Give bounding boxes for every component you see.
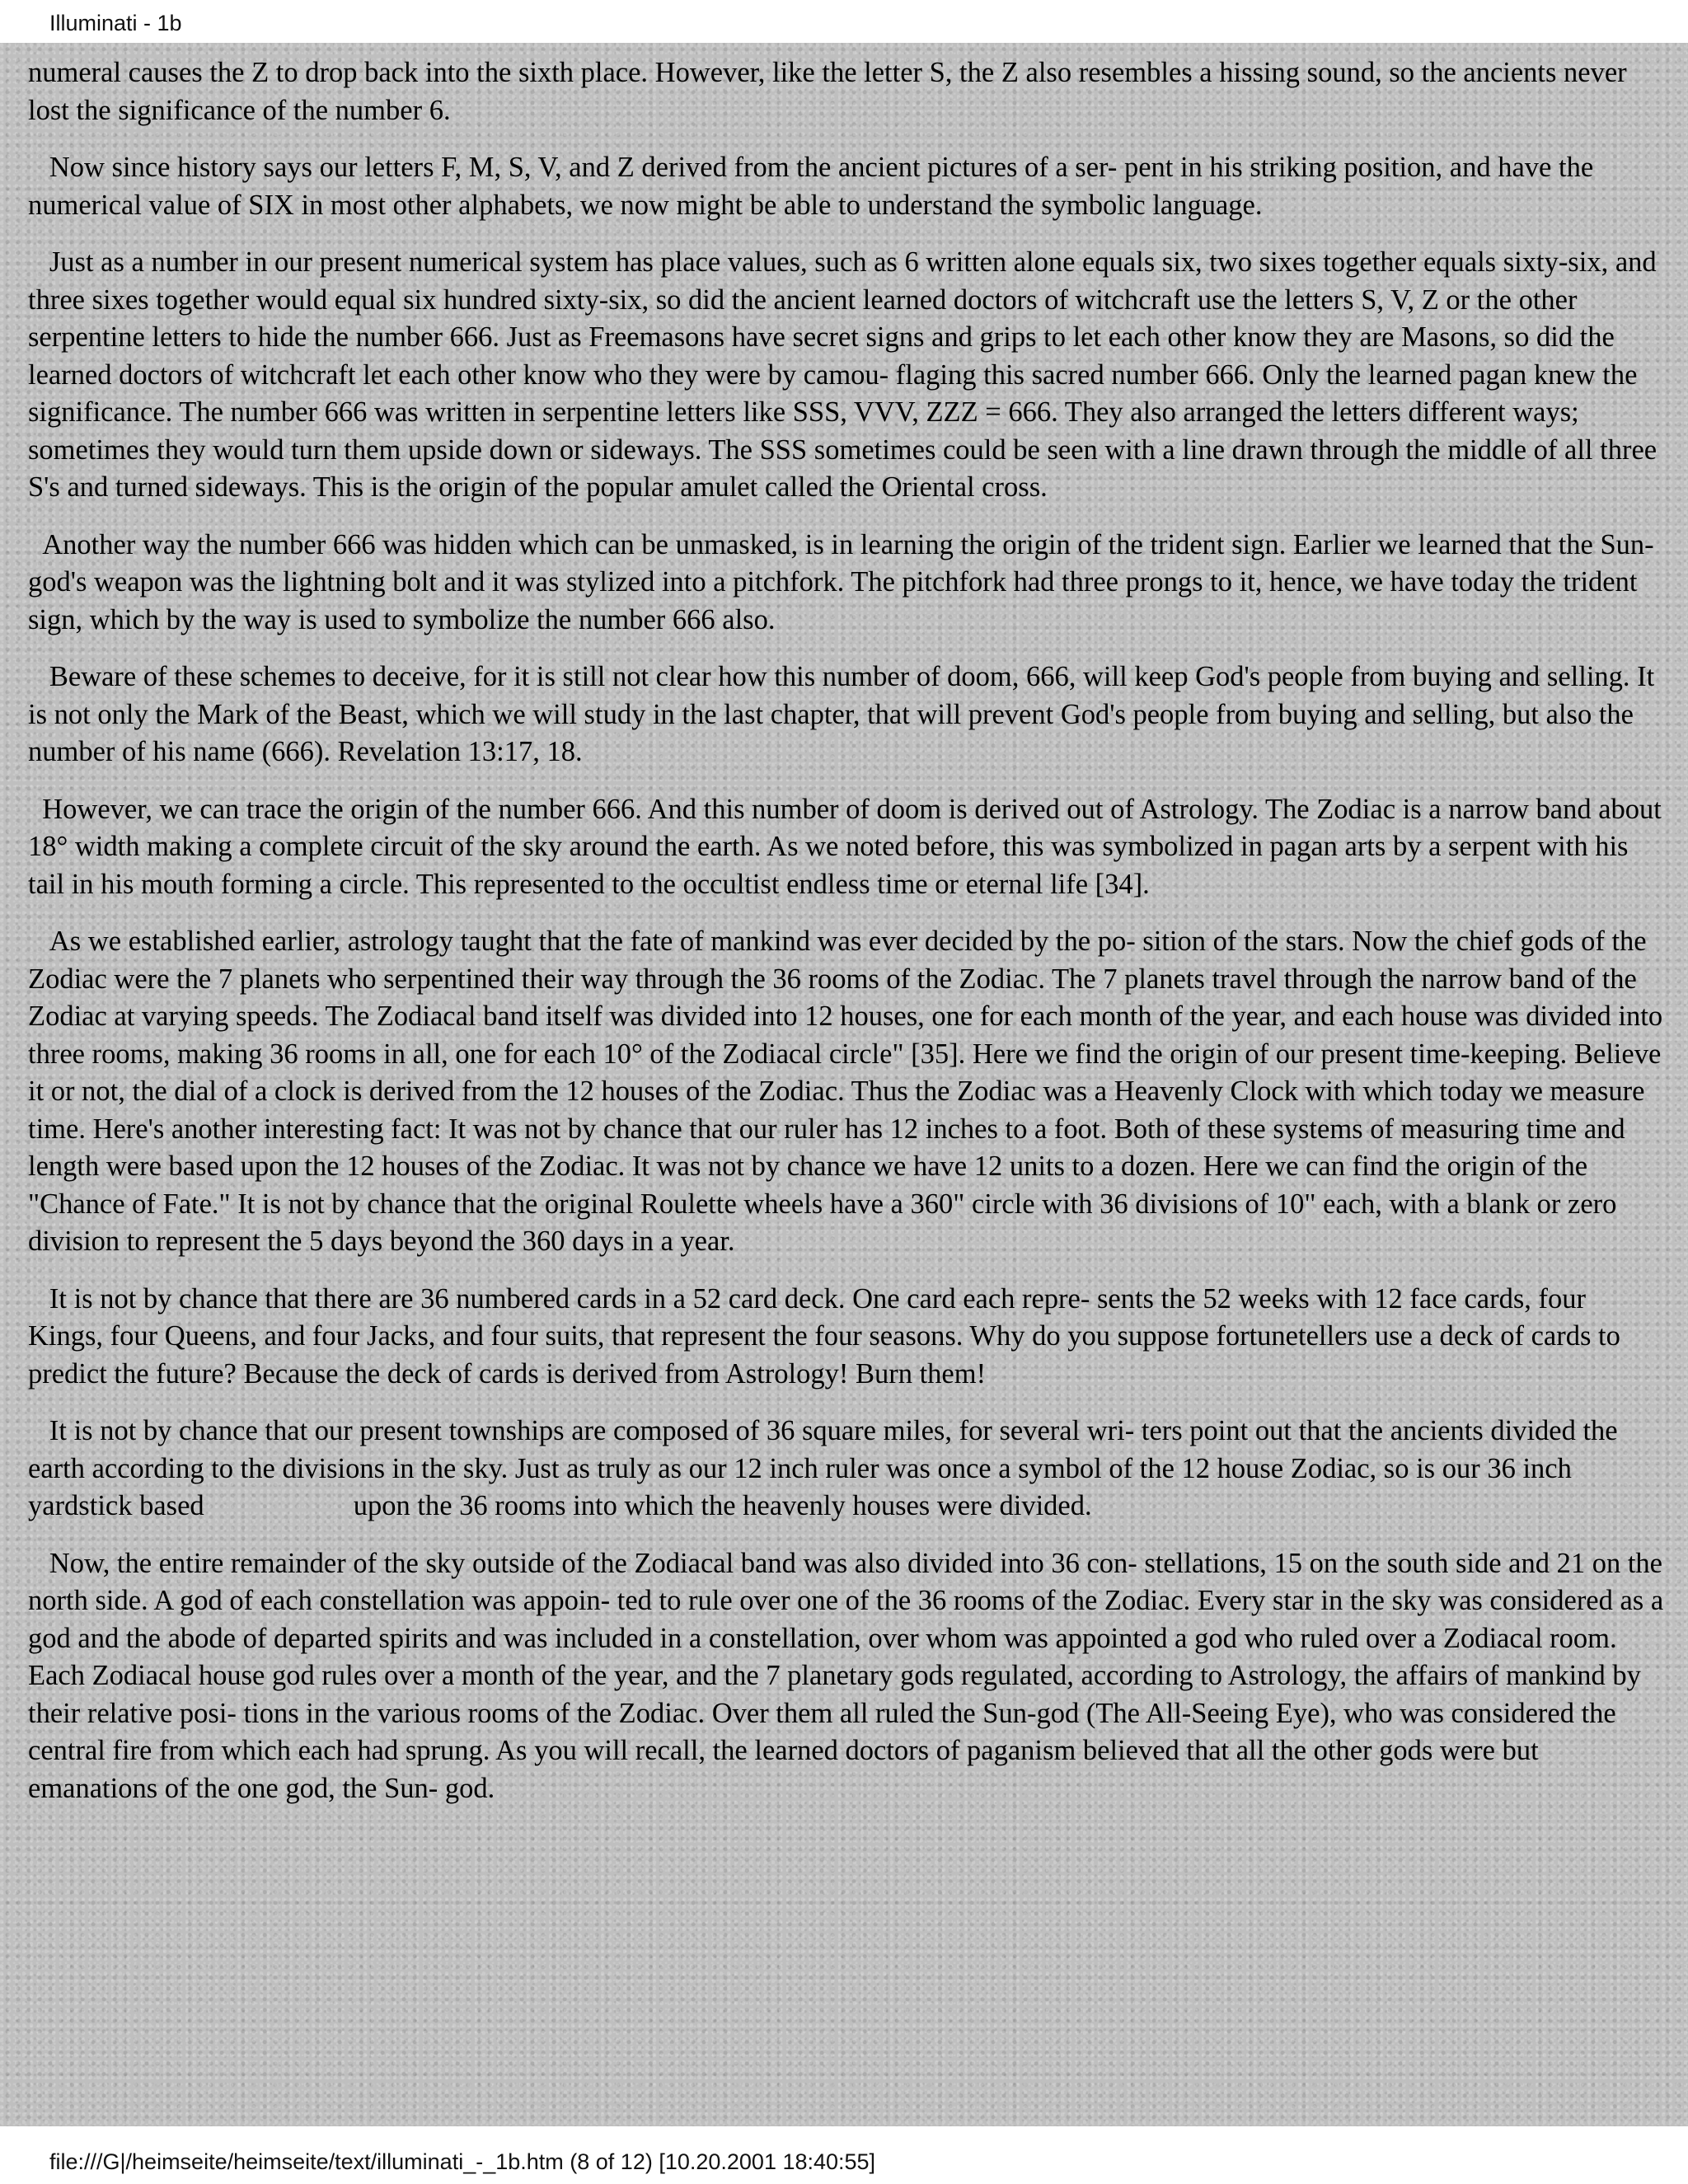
paragraph: It is not by chance that our present townships are composed of 36 square miles, for several wri- ters point out that the ancients divided the earth according to the divisions in the sky. Just as truly as our 12 inch ruler was once a symbol of the 12 house Zodiac, so is our 36 inch yardstick based upon the 36 rooms into which the heavenly houses were divided.	[28, 1415, 1618, 1521]
article-body	[0, 43, 1688, 2126]
paragraph: Another way the number 666 was hidden which can be unmasked, is in learning the origin of the trident sign. Earlier we learned that the Sun-god's weapon was the lightning bolt and it was stylized into a pitchfork. The pitchfork had three prongs to it, hence, we have today the trident sign, which by the way is used to symbolize the number 666 also.	[28, 528, 1654, 635]
paragraph: However, we can trace the origin of the number 666. And this number of doom is derived out of Astrology. The Zodiac is a narrow band about 18° width making a complete circuit of the sky around the earth. As we noted before, this was symbolized in pagan arts by a serpent with his tail in his mouth forming a circle. This represented to the occultist endless time or eternal life [34].	[28, 793, 1662, 900]
paragraph: As we established earlier, astrology taught that the fate of mankind was ever decided by the po- sition of the stars. Now the chief gods of the Zodiac were the 7 planets who serpentined their way through the 36 rooms of the Zodiac. The 7 planets travel through the narrow band of the Zodiac at varying speeds. The Zodiacal band itself was divided into 12 houses, one for each month of the year, and each house was divided into three rooms, making 36 rooms in all, one for each 10° of the Zodiacal circle" [35]. Here we find the origin of our present time-keeping. Believe it or not, the dial of a clock is derived from the 12 houses of the Zodiac. Thus the Zodiac was a Heavenly Clock with which today we measure time. Here's another interesting fact: It was not by chance that our ruler has 12 inches to a foot. Both of these systems of measuring time and length were based upon the 12 houses of the Zodiac. It was not by chance we have 12 units to a dozen. Here we can find the origin of the "Chance of Fate." It is not by chance that the original Roulette wheels have a 360" circle with 36 divisions of 10" each, with a blank or zero division to represent the 5 days beyond the 360 days in a year.	[28, 926, 1663, 1257]
article-text	[28, 54, 1664, 1827]
paragraph: Beware of these schemes to deceive, for it is still not clear how this number of doom, 666, will keep God's people from buying and selling. It is not only the Mark of the Beast, which we will study in the last chapter, that will prevent God's people from buying and selling, but also the number of his name (666). Revelation 13:17, 18.	[28, 661, 1655, 767]
paragraph: It is not by chance that there are 36 numbered cards in a 52 card deck. One card each repre- sents the 52 weeks with 12 face cards, four Kings, four Queens, and four Jacks, and four suits, that represent the four seasons. Why do you suppose fortunetellers use a deck of cards to predict the future? Because the deck of cards is derived from Astrology! Burn them!	[28, 1282, 1620, 1390]
page-title: Illuminati - 1b	[49, 11, 182, 35]
paragraph: Now, the entire remainder of the sky outside of the Zodiacal band was also divided into 36 con- stellations, 15 on the south side and 21 on the north side. A god of each constellation was appoin- ted to rule over one of the 36 rooms of the Zodiac. Every star in the sky was considered as a god and the abode of departed spirits and was included in a constellation, over whom was appointed a god who ruled over a Zodiacal room. Each Zodiacal house god rules over a month of the year, and the 7 planetary gods regulated, according to Astrology, the affairs of mankind by their relative posi- tions in the various rooms of the Zodiac. Over them all ruled the Sun-god (The All-Seeing Eye), who was considered the central fire from which each had sprung. As you will recall, the learned doctors of paganism believed that all the other gods were but emanations of the one god, the Sun- god.	[28, 1547, 1664, 1804]
print-footer	[0, 2126, 1688, 2184]
print-header	[0, 0, 1688, 43]
paragraph: Now since history says our letters F, M, S, V, and Z derived from the ancient pictures of a ser- pent in his striking position, and have the numerical value of SIX in most other alphabets, we now might be able to understand the symbolic language.	[28, 152, 1594, 221]
source-url: file:///G|/heimseite/heimseite/text/illuminati_-_1b.htm (8 of 12) [10.20.2001 18:40:55]	[49, 2149, 876, 2174]
paragraph: Just as a number in our present numerical system has place values, such as 6 written alone equals six, two sixes together equals sixty-six, and three sixes together would equal six hundred sixty-six, so did the ancient learned doctors of witchcraft use the letters S, V, Z or the other serpentine letters to hide the number 666. Just as Freemasons have secret signs and grips to let each other know they are Masons, so did the learned doctors of witchcraft let each other know who they were by camou- flaging this sacred number 666. Only the learned pagan knew the significance. The number 666 was written in serpentine letters like SSS, VVV, ZZZ = 666. They also arranged the letters different ways; sometimes they would turn them upside down or sideways. The SSS sometimes could be seen with a line drawn through the middle of all three S's and turned sideways. This is the origin of the popular amulet called the Oriental cross.	[28, 246, 1658, 503]
paragraph: numeral causes the Z to drop back into the sixth place. However, like the letter S, the Z also resembles a hissing sound, so the ancients never lost the significance of the number 6.	[28, 57, 1627, 126]
